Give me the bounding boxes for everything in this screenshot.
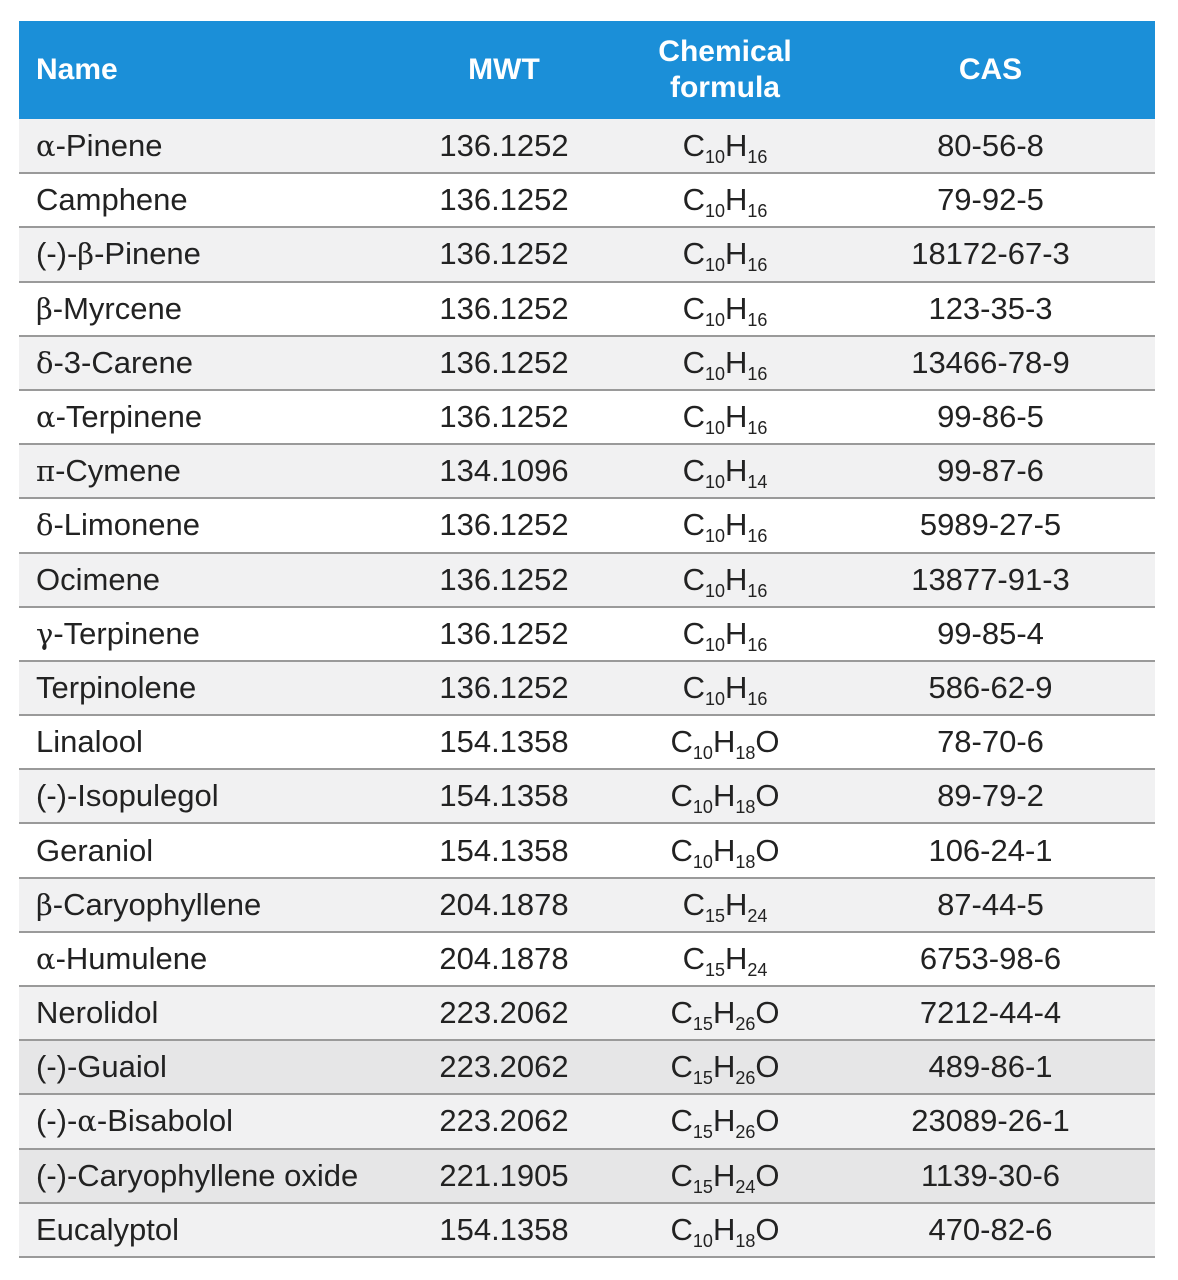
name-text: -Limonene	[53, 507, 200, 543]
table-row	[19, 173, 1155, 227]
formula-subscript: 18	[735, 851, 756, 872]
table-row	[19, 1040, 1155, 1094]
cell-mwt: 204.1878	[414, 932, 634, 986]
cell-chemical-formula	[634, 986, 856, 1040]
formula-subscript: 24	[735, 1176, 756, 1197]
cell-name	[19, 227, 414, 281]
cell-mwt: 136.1252	[414, 336, 634, 390]
cell-chemical-formula	[634, 227, 856, 281]
cell-cas: 7212-44-4	[856, 986, 1155, 1040]
cell-mwt: 223.2062	[414, 986, 634, 1040]
cell-name	[19, 986, 414, 1040]
cell-name	[19, 932, 414, 986]
formula-element: C	[670, 1103, 693, 1139]
cell-cas: 106-24-1	[856, 823, 1155, 877]
cell-cas: 13877-91-3	[856, 553, 1155, 607]
cell-chemical-formula	[634, 1203, 856, 1257]
formula-element: H	[712, 1211, 736, 1247]
formula-element: H	[725, 886, 748, 922]
name-text: (-)-Isopulegol	[36, 778, 219, 814]
formula-element: H	[725, 344, 748, 380]
formula-element: H	[712, 832, 736, 868]
cell-cas: 6753-98-6	[856, 932, 1155, 986]
formula-subscript: 10	[704, 201, 725, 222]
name-greek-letter: δ	[36, 345, 54, 380]
table-row	[19, 336, 1155, 390]
formula-subscript: 18	[735, 797, 756, 818]
formula-element: H	[712, 995, 736, 1031]
cell-name	[19, 878, 414, 932]
cell-cas: 5989-27-5	[856, 498, 1155, 552]
cell-name	[19, 390, 414, 444]
cell-cas: 470-82-6	[856, 1203, 1155, 1257]
formula-subscript: 15	[692, 1014, 713, 1035]
formula-element: C	[682, 669, 705, 705]
cell-mwt: 223.2062	[414, 1040, 634, 1094]
name-text: -Pinene	[55, 127, 163, 163]
name-greek-letter: γ	[36, 616, 54, 651]
header-cas: CAS	[856, 21, 1155, 119]
table-row	[19, 227, 1155, 281]
formula-element: C	[682, 507, 705, 543]
cell-mwt: 134.1096	[414, 444, 634, 498]
cell-mwt: 221.1905	[414, 1149, 634, 1203]
formula-element: C	[682, 236, 705, 272]
formula-element: H	[725, 615, 748, 651]
table-row	[19, 715, 1155, 769]
cell-chemical-formula	[634, 661, 856, 715]
formula-element: C	[682, 940, 705, 976]
table-row	[19, 769, 1155, 823]
table-body	[19, 119, 1155, 1257]
formula-element: O	[755, 724, 780, 760]
cell-name	[19, 498, 414, 552]
formula-element: H	[725, 290, 748, 326]
formula-element: O	[755, 1157, 780, 1193]
cell-mwt: 136.1252	[414, 607, 634, 661]
formula-subscript: 10	[704, 526, 725, 547]
formula-subscript: 24	[747, 959, 768, 980]
formula-element: C	[682, 615, 705, 651]
formula-subscript: 16	[747, 363, 768, 384]
formula-subscript: 18	[735, 743, 756, 764]
name-greek-letter: α	[77, 1104, 97, 1139]
formula-subscript: 18	[735, 1230, 756, 1251]
formula-subscript: 10	[704, 255, 725, 276]
formula-subscript: 10	[704, 688, 725, 709]
table-row	[19, 1149, 1155, 1203]
cell-chemical-formula	[634, 498, 856, 552]
formula-subscript: 15	[704, 959, 725, 980]
cell-mwt: 154.1358	[414, 823, 634, 877]
cell-chemical-formula	[634, 932, 856, 986]
cell-cas: 80-56-8	[856, 119, 1155, 173]
formula-subscript: 10	[692, 851, 713, 872]
formula-element: H	[725, 182, 748, 218]
formula-element: H	[725, 127, 748, 163]
name-greek-letter: β	[77, 237, 95, 272]
cell-name	[19, 1094, 414, 1148]
name-text: -Terpinene	[53, 615, 200, 651]
formula-element: H	[725, 561, 748, 597]
formula-element: C	[682, 290, 705, 326]
name-text: (-)-Caryophyllene oxide	[36, 1157, 359, 1193]
cell-cas: 99-87-6	[856, 444, 1155, 498]
formula-element: H	[712, 724, 736, 760]
cell-cas: 99-86-5	[856, 390, 1155, 444]
formula-element: C	[670, 1211, 693, 1247]
name-text: Geraniol	[36, 832, 154, 868]
name-prefix: (-)-	[36, 1103, 78, 1139]
formula-subscript: 15	[692, 1122, 713, 1143]
cell-mwt: 136.1252	[414, 227, 634, 281]
name-text: -Pinene	[94, 236, 201, 272]
cell-cas: 13466-78-9	[856, 336, 1155, 390]
formula-element: O	[755, 1103, 780, 1139]
formula-element: O	[755, 995, 780, 1031]
cell-mwt: 136.1252	[414, 553, 634, 607]
formula-element: H	[712, 1049, 736, 1085]
formula-element: O	[755, 1049, 780, 1085]
header-formula-line2: formula	[669, 71, 780, 104]
cell-cas: 489-86-1	[856, 1040, 1155, 1094]
formula-element: C	[682, 127, 705, 163]
cell-name	[19, 336, 414, 390]
formula-subscript: 16	[747, 634, 768, 655]
table-header	[19, 21, 1155, 119]
cell-chemical-formula	[634, 390, 856, 444]
cell-chemical-formula	[634, 823, 856, 877]
cell-cas: 123-35-3	[856, 282, 1155, 336]
cell-cas: 79-92-5	[856, 173, 1155, 227]
name-greek-letter: π	[36, 454, 56, 489]
header-formula-line1: Chemical	[658, 35, 792, 68]
header-chemical-formula	[634, 21, 856, 119]
cell-chemical-formula	[634, 769, 856, 823]
cell-mwt: 136.1252	[414, 119, 634, 173]
cell-cas: 18172-67-3	[856, 227, 1155, 281]
table-row	[19, 661, 1155, 715]
formula-subscript: 16	[747, 255, 768, 276]
header-row	[19, 21, 1155, 119]
name-text: -Terpinene	[55, 399, 203, 435]
table-row	[19, 1203, 1155, 1257]
cell-name	[19, 769, 414, 823]
cell-mwt: 154.1358	[414, 715, 634, 769]
formula-element: H	[725, 940, 748, 976]
name-text: (-)-Guaiol	[36, 1049, 167, 1085]
table-row	[19, 607, 1155, 661]
table-row	[19, 498, 1155, 552]
formula-element: C	[670, 995, 693, 1031]
compound-table	[19, 21, 1155, 1258]
formula-element: C	[682, 182, 705, 218]
formula-subscript: 10	[704, 309, 725, 330]
table-row	[19, 823, 1155, 877]
cell-chemical-formula	[634, 119, 856, 173]
cell-cas: 1139-30-6	[856, 1149, 1155, 1203]
table-row	[19, 282, 1155, 336]
cell-chemical-formula	[634, 173, 856, 227]
formula-element: H	[712, 1157, 736, 1193]
formula-subscript: 16	[747, 309, 768, 330]
cell-chemical-formula	[634, 1094, 856, 1148]
name-greek-letter: α	[36, 128, 56, 163]
cell-cas: 89-79-2	[856, 769, 1155, 823]
cell-name	[19, 715, 414, 769]
cell-name	[19, 282, 414, 336]
formula-element: O	[755, 832, 780, 868]
formula-element: H	[725, 507, 748, 543]
name-text: -Bisabolol	[96, 1103, 234, 1139]
cell-name	[19, 661, 414, 715]
cell-chemical-formula	[634, 1040, 856, 1094]
name-text: Nerolidol	[36, 995, 159, 1031]
cell-mwt: 136.1252	[414, 661, 634, 715]
formula-element: O	[755, 1211, 780, 1247]
formula-subscript: 26	[735, 1068, 756, 1089]
name-greek-letter: α	[36, 400, 56, 435]
table-row	[19, 986, 1155, 1040]
formula-element: C	[670, 1157, 693, 1193]
cell-name	[19, 607, 414, 661]
cell-chemical-formula	[634, 607, 856, 661]
formula-element: H	[725, 669, 748, 705]
cell-cas: 99-85-4	[856, 607, 1155, 661]
cell-chemical-formula	[634, 282, 856, 336]
name-greek-letter: δ	[36, 508, 54, 543]
cell-name	[19, 1040, 414, 1094]
cell-name	[19, 553, 414, 607]
formula-subscript: 24	[747, 905, 768, 926]
cell-mwt: 136.1252	[414, 282, 634, 336]
cell-chemical-formula	[634, 878, 856, 932]
name-text: Terpinolene	[36, 669, 197, 705]
formula-element: C	[670, 778, 693, 814]
cell-mwt: 136.1252	[414, 390, 634, 444]
cell-chemical-formula	[634, 553, 856, 607]
formula-subscript: 10	[704, 146, 725, 167]
formula-subscript: 10	[704, 363, 725, 384]
formula-element: H	[725, 453, 748, 489]
formula-element: O	[755, 778, 780, 814]
formula-element: C	[682, 561, 705, 597]
compound-table-container	[19, 21, 1155, 1258]
name-text: Ocimene	[36, 561, 161, 597]
formula-subscript: 10	[692, 743, 713, 764]
formula-element: H	[712, 778, 736, 814]
cell-mwt: 136.1252	[414, 498, 634, 552]
name-greek-letter: α	[36, 941, 56, 976]
formula-element: H	[725, 399, 748, 435]
name-greek-letter: β	[36, 291, 53, 326]
name-text: Linalool	[36, 724, 143, 760]
cell-mwt: 136.1252	[414, 173, 634, 227]
name-text: -Cymene	[55, 453, 181, 489]
formula-subscript: 26	[735, 1014, 756, 1035]
formula-subscript: 16	[747, 418, 768, 439]
formula-subscript: 16	[747, 580, 768, 601]
formula-element: C	[670, 832, 693, 868]
cell-cas: 23089-26-1	[856, 1094, 1155, 1148]
formula-element: C	[682, 453, 705, 489]
formula-element: H	[725, 236, 748, 272]
formula-subscript: 16	[747, 146, 768, 167]
cell-name	[19, 173, 414, 227]
name-text: -Myrcene	[52, 290, 182, 326]
table-row	[19, 1094, 1155, 1148]
name-text: -3-Carene	[53, 344, 194, 380]
formula-subscript: 15	[704, 905, 725, 926]
cell-cas: 586-62-9	[856, 661, 1155, 715]
formula-subscript: 16	[747, 526, 768, 547]
table-row	[19, 553, 1155, 607]
formula-element: C	[682, 886, 705, 922]
table-row	[19, 119, 1155, 173]
cell-chemical-formula	[634, 715, 856, 769]
table-row	[19, 878, 1155, 932]
name-greek-letter: β	[36, 887, 53, 922]
table-row	[19, 444, 1155, 498]
cell-chemical-formula	[634, 1149, 856, 1203]
formula-element: C	[670, 1049, 693, 1085]
header-name: Name	[19, 21, 414, 119]
formula-element: H	[712, 1103, 736, 1139]
cell-name	[19, 1149, 414, 1203]
table-row	[19, 390, 1155, 444]
formula-subscript: 10	[704, 634, 725, 655]
cell-chemical-formula	[634, 444, 856, 498]
cell-mwt: 204.1878	[414, 878, 634, 932]
cell-mwt: 223.2062	[414, 1094, 634, 1148]
table-row	[19, 932, 1155, 986]
formula-subscript: 14	[747, 472, 768, 493]
name-text: -Caryophyllene	[52, 886, 262, 922]
cell-cas: 78-70-6	[856, 715, 1155, 769]
formula-subscript: 10	[704, 580, 725, 601]
formula-subscript: 15	[692, 1176, 713, 1197]
formula-subscript: 10	[692, 1230, 713, 1251]
formula-subscript: 15	[692, 1068, 713, 1089]
cell-chemical-formula	[634, 336, 856, 390]
name-text: Eucalyptol	[36, 1211, 180, 1247]
formula-element: C	[670, 724, 693, 760]
formula-subscript: 10	[692, 797, 713, 818]
cell-mwt: 154.1358	[414, 1203, 634, 1257]
formula-subscript: 16	[747, 688, 768, 709]
formula-element: C	[682, 399, 705, 435]
cell-name	[19, 119, 414, 173]
cell-name	[19, 823, 414, 877]
name-text: Camphene	[36, 182, 188, 218]
formula-subscript: 26	[735, 1122, 756, 1143]
cell-mwt: 154.1358	[414, 769, 634, 823]
formula-subscript: 10	[704, 472, 725, 493]
formula-subscript: 16	[747, 201, 768, 222]
formula-subscript: 10	[704, 418, 725, 439]
name-prefix: (-)-	[36, 236, 78, 272]
cell-cas: 87-44-5	[856, 878, 1155, 932]
header-mwt: MWT	[414, 21, 634, 119]
name-text: -Humulene	[55, 940, 208, 976]
cell-name	[19, 444, 414, 498]
cell-name	[19, 1203, 414, 1257]
formula-element: C	[682, 344, 705, 380]
